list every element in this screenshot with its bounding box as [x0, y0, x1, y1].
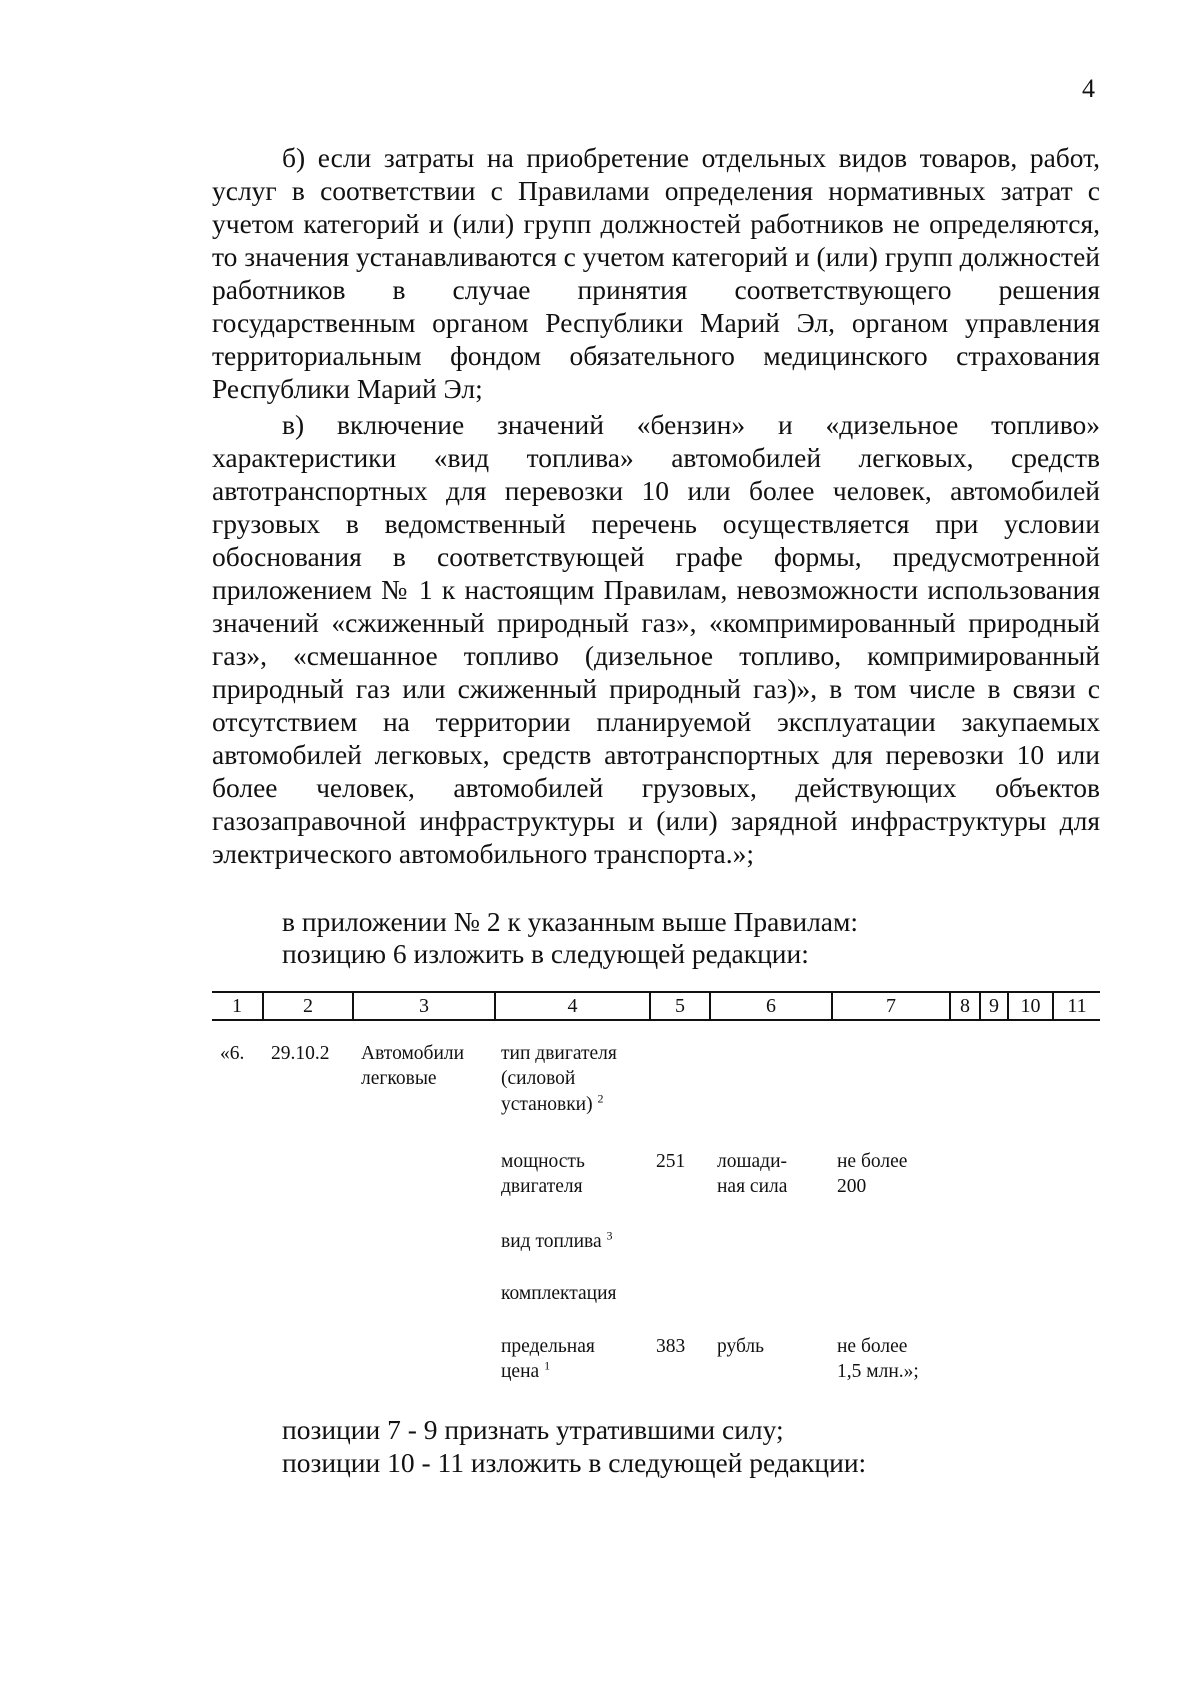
- price-limit-line2: цена $^1$: [501, 1358, 551, 1382]
- engine-type-line3: установки) $^2$: [501, 1091, 604, 1115]
- column-header-cell: 4: [494, 993, 649, 1019]
- value-line2: 1,5 млн.»;: [837, 1361, 919, 1382]
- unit-name-line2: ная сила: [717, 1176, 788, 1197]
- column-header-cell: 11: [1052, 993, 1100, 1019]
- positions-10-11-line: позиции 10 - 11 изложить в следующей редакции:: [282, 1447, 867, 1478]
- paragraph-v: в) включение значений «бензин» и «дизельное топливо» характеристики «вид топлива» автомобилей легковых, средств автотранспортных для перевозки 10 или более человек, автомобилей грузовых в ведомственный перечень осуществляется при условии обоснования в соответствующей графе формы, предусмотренной приложением № 1 к настоящим Правилам, невозможности использования значений «сжиженный природный газ», «компримированный природный газ», «смешанное топливо (дизельное топливо, компримированный природный газ или сжиженный природный газ)», в том числе в связи с отсутствием на территории планируемой эксплуатации закупаемых автомобилей легковых, средств автотранспортных для перевозки 10 или более человек, автомобилей грузовых, действующих объектов газозаправочной инфраструктуры и (или) зарядной инфраструктуры для электрического автомобильного транспорта.»;: [212, 409, 1100, 869]
- equipment: комплектация: [501, 1283, 617, 1304]
- value-line2: 200: [837, 1176, 867, 1197]
- value-line1: не более: [837, 1336, 908, 1357]
- unit-code: 383: [656, 1336, 686, 1357]
- engine-power-line2: двигателя: [501, 1176, 583, 1197]
- column-header-cell: 8: [949, 993, 979, 1019]
- unit-code: 251: [656, 1151, 686, 1172]
- position-6-line: позицию 6 изложить в следующей редакции:: [282, 938, 809, 969]
- price-limit-line1: предельная: [501, 1336, 595, 1357]
- footnote-marker: 1: [544, 1358, 551, 1373]
- engine-type-line2: (силовой: [501, 1068, 576, 1089]
- paragraph-b: б) если затраты на приобретение отдельных видов товаров, работ, услуг в соответствии с Правилами определения нормативных затрат с учетом категорий и (или) групп должностей работников не определяются, то значения устанавливаются с учетом категорий и (или) групп должностей работников в случае принятия соответствующего решения государственным органом Республики Марий Эл, органом управления территориальным фондом обязательного медицинского страхования Республики Марий Эл;: [212, 142, 1100, 404]
- column-header-cell: 2: [262, 993, 352, 1019]
- page-number: 4: [1082, 74, 1095, 103]
- positions-7-9-line: позиции 7 - 9 признать утратившими силу;: [282, 1414, 784, 1445]
- column-header-cell: 7: [831, 993, 949, 1019]
- row-number: «6.: [220, 1043, 245, 1064]
- appendix-line: в приложении № 2 к указанным выше Правилам:: [282, 906, 859, 937]
- column-header-cell: 9: [979, 993, 1007, 1019]
- unit-name: рубль: [717, 1336, 765, 1357]
- footnote-marker: 3: [606, 1228, 613, 1243]
- unit-name-line1: лошади-: [717, 1151, 788, 1172]
- column-header-cell: 3: [352, 993, 494, 1019]
- column-header-cell: 6: [709, 993, 831, 1019]
- footnote-marker: 2: [597, 1091, 604, 1106]
- engine-power-line1: мощность: [501, 1151, 585, 1172]
- table-column-header: [212, 991, 1100, 1021]
- engine-type-line1: тип двигателя: [501, 1043, 617, 1064]
- value-line1: не более: [837, 1151, 908, 1172]
- column-header-cell: 5: [649, 993, 709, 1019]
- column-header-cell: 10: [1007, 993, 1052, 1019]
- row-code: 29.10.2: [271, 1043, 330, 1064]
- fuel-type: вид топлива $^3$: [501, 1228, 613, 1252]
- row-name-line1: Автомобили: [361, 1043, 465, 1064]
- row-name-line2: легковые: [361, 1068, 437, 1089]
- column-header-cell: 1: [232, 995, 242, 1017]
